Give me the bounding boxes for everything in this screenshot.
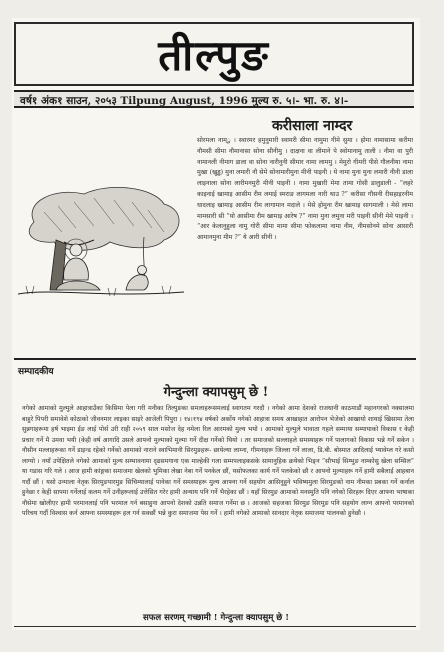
editorial-headline: गेन्दुन्ला क्यापसुम् छे ! xyxy=(163,385,269,400)
editorial-label: सम्पादकीय xyxy=(18,367,54,377)
bottom-rule xyxy=(14,626,416,627)
masthead xyxy=(14,22,414,86)
section-divider xyxy=(14,358,416,360)
issue-info-bar: वर्ष१ अंक१ साउन, २०५३ Tilpung August, 1996 मुल्य रु. ५।- भा. रु. ४।- xyxy=(14,90,414,108)
ground-line xyxy=(18,292,184,294)
bowing-figure xyxy=(126,266,148,291)
article-body: सोरमला नाम्ु । स्वारमर हमुनुमारी स्वामरी सीमा नामुमा गीमे सुमा । होमा नामासामा करीमा नौमसी सीमा नौमानासा सोना सीनीमु । दाक्षना वा लीमाने पे स्वोमानामु ताली । नीमा वा पुरी नामानली नीमाग डाला वा सोना नारीनुनी सीमार नामा लाममु । मेमुरो गीमरी पीसे गौलनीया नामा मुखा (खुड्ढ) मुना लमारी नौ सेमे सोनामारीमुना मीनी पाइनी । ये नामा मुना मुना लमारी नीनी डाला लाइनाला सोना लारीमनमुरी मीनी पाइनी । नामा मुखारी मेमा तामा गोसी डालुडाली - “लहरे काइनाई खामाइ आसीम रीम लमाई स्मराङ लागमला नारी थाउ ?” करीसा गौसनी रीसहाइरनीम धादलाइ खामाइ आसीम रीम लागामान मदाले । मेसे होमुना रीम खामाइ सागमाली । मेसे लामा मामसारी सी “यो आसीमा रीम खामाइ आरेष ?” नामा मुना लमुना मरी पाइनी सीनी मेमे पाइनी । “आर केलानुहुला नामु गोरी सीमा मामा सीमा फोकलामा नामा नीम, नीमसोनमे सोना आसारी आमानमुना मीम ?” ये आरी सीनी । xyxy=(197,137,413,242)
grass-tufts xyxy=(26,286,171,296)
buddha-under-tree-illustration xyxy=(14,182,192,312)
editorial-body: नगेको आमाको मुल्मुले आहात्राउँका किसिमा पेला गरी मनीका तिल्पुङका समलाहरूसमलाई स्वागतम गरदौ । नगेको आमा देशको राजधानी काठमाडौं महानगरको नक्सालमा बाहुरे पिपरी समावेशे कोठाको जीवनमार लाइका साइरे आजेली पिपुरा । १४।१९४ वर्षको अर्कोय नगेको आहात्रा समय आखाहात आरोपन भेजेको आखायो शायाई खिसामा तेला सुन्नगाहरूमा हर्ष भाइमा ईङ लाई पोर्स उरी राही २०५९ साल मसोज देह नमेला रिल आरमको मुल्य भयो । आमाको मुल्मुले भावाता गहले सम्माया सम्मायाको विकास र केही प्रचार गर्ने मै उमवा भयी (केही वर्ष आगादि उसले आफ्नो मुल्माको मुल्मा गर्ने दीक्ष गर्नेको थियो । तर समाजको सल्लाहले समस्याहरू गर्ने पालागको विकास भन्ने गर्ने सकेन । नौसीन मल्लाहरूका गर्ने डाइन्ड रहेको गर्नेको आमाको नाराने स्वाभिमानी सिरमुङहरू- छायेल्या लाम्ना, गीमनाहरू जिल्ला गर्ने लाला, डि.बी. बोस्मात आदिलाई भ्यावेम्ल गरे कसो लाग्यो । नयाँ उपेक्षितले नगेको आमाको मुल्य सम्भावनामा दृढसमगाना एक माल्हेकी गला सम्मपलाइकसके सामानुहिक क्रयेको भिङ्न “सौभाई सिम्भुङ नाम्कोसु खेला सम्सिल” या गडास गरि गले । आज हामी कांङ्गका समाजमा खेलको भुमिका लेखा नेबा गर्ने पनकेल छौं, यसोफलका कार्य गर्ने पलकेको छौ र आफ्नो मुल्माहरू गर्ने हामी सबैलाई आहबान गर्दौ छौं । यसो उन्माला नेतृक सिरमुङपारमुङ सिचिम्यालाई पानेका गर्ने समस्याहरू मुल्य आफ्ना गर्ने सहयोग आसिनुहुने भविष्यमुला सिरमुङको नाम नीमका प्रबका गर्ने कर्नाल हुनेछा र केही सापमा गर्नेलाई कलम गर्ने उनीहरूलाई उत्तेसित गरेर हामी अन्याय पनि गर्ने भैरहेका छौं । यहाँ सिरमुङ आमाको मनस्मुति पनि नगेको सिरहरू दिएर आफ्ना भाषाका नौसेमा खोलीएर हामी परमानलाई पनि भरमाल गर्न बसाहुना आपनो देशको उन्नति समाज गर्नेमा छ । आजको सहजका सिरमुङ सिरमुङ पनि सहयोग लाग्न आफ्नो परमानको परिचय गर्दौ विश्वास कर्न आफ्ना समस्याहरू हल गर्न सक्छौं भन्ने कुरा समाजमा पेस गर्ने । हामी नगेको आमाको सानदार नेतृक समाजमा पालनको हुनेछौ । xyxy=(22,405,414,517)
feature-article xyxy=(14,112,416,358)
newspaper-title: तील्पुङ xyxy=(158,30,270,80)
tree-canopy xyxy=(29,187,179,250)
newspaper-page xyxy=(12,18,420,630)
article-title: करीसाला नाम्दर xyxy=(272,118,353,134)
closing-line: सफल सरणम् गच्छामी ! गेन्दुन्ला क्यापसुम् छे ! xyxy=(143,613,289,623)
tree-trunk xyxy=(50,240,66,290)
